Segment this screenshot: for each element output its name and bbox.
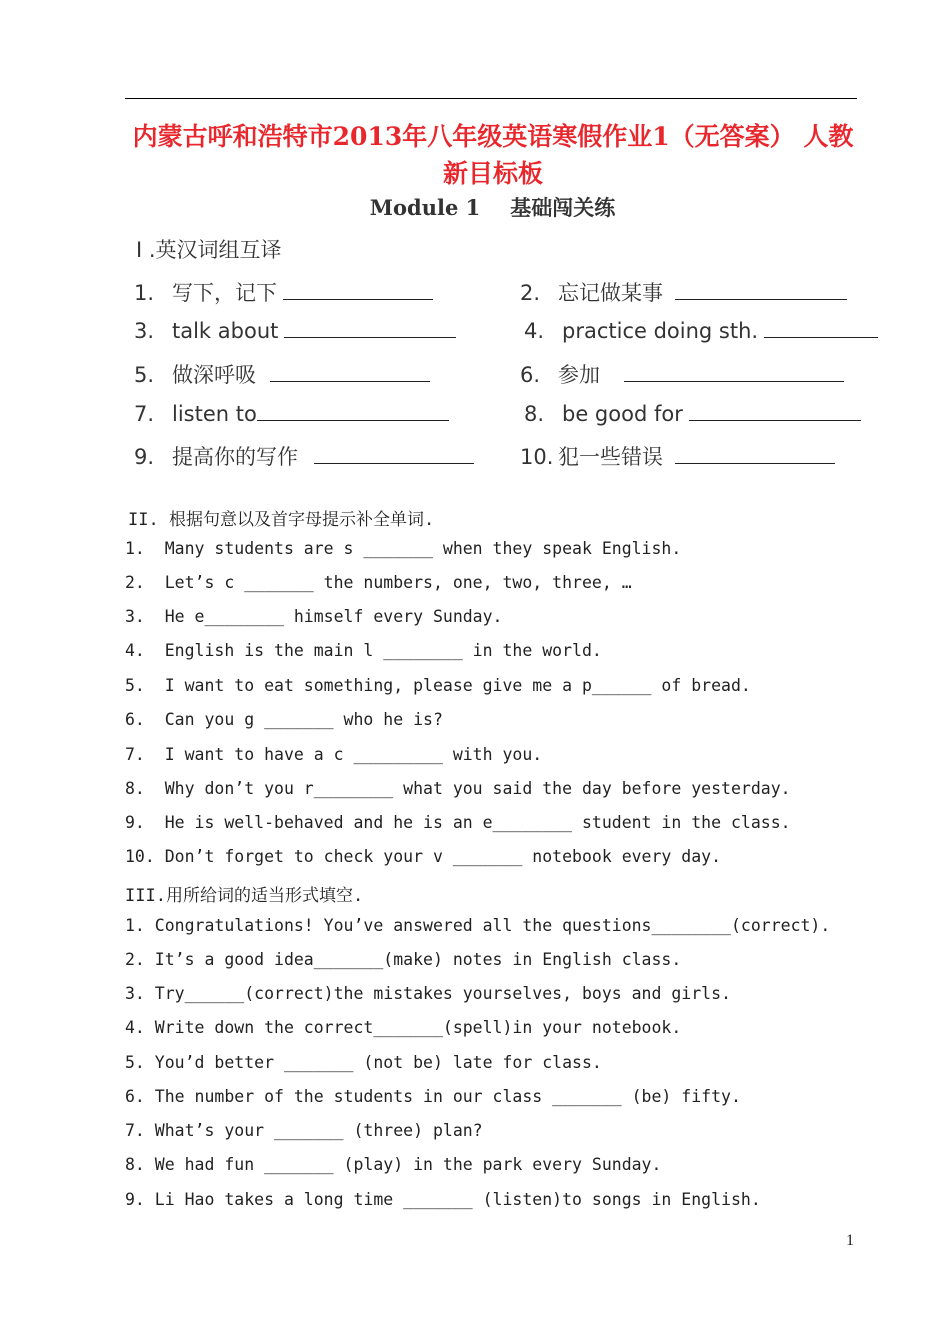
exercise-line: 1. Congratulations! You’ve answered all the questions________(correct). — [125, 916, 831, 935]
answer-blank[interactable] — [624, 361, 844, 382]
answer-blank[interactable] — [283, 279, 433, 300]
exercise-line: 9. Li Hao takes a long time _______ (listen)to songs in English. — [125, 1190, 761, 1209]
answer-blank[interactable] — [764, 317, 878, 338]
exercise-line: 7. What’s your _______ (three) plan? — [125, 1121, 483, 1140]
answer-blank[interactable] — [675, 443, 835, 464]
exercise-line: 9. He is well-behaved and he is an e________ student in the class. — [125, 813, 791, 832]
exercise-line: 2. It’s a good idea_______(make) notes in English class. — [125, 950, 682, 969]
exercise-line: 6. Can you g _______ who he is? — [125, 710, 443, 729]
exercise-line: 2. Let’s c _______ the numbers, one, two, three, … — [125, 573, 632, 592]
exercise-line: 3. He e________ himself every Sunday. — [125, 607, 503, 626]
answer-blank[interactable] — [284, 317, 456, 338]
title-line-2: 新目标板 — [442, 159, 543, 188]
exercise-line: 7. I want to have a c _________ with you. — [125, 745, 543, 764]
exercise-line: 4. English is the main l ________ in the world. — [125, 641, 602, 660]
phrase-item: 3. talk about — [134, 317, 456, 343]
exercise-line: 3. Try______(correct)the mistakes yourselves, boys and girls. — [125, 984, 731, 1003]
exercise-line: 6. The number of the students in our class _______ (be) fifty. — [125, 1087, 741, 1106]
exercise-line: 8. Why don’t you r________ what you said the day before yesterday. — [125, 779, 791, 798]
exercise-line: 10. Don’t forget to check your v _______ notebook every day. — [125, 847, 722, 866]
exercise-line: 4. Write down the correct_______(spell)in your notebook. — [125, 1018, 682, 1037]
answer-blank[interactable] — [675, 279, 847, 300]
section3-heading: III.用所给词的适当形式填空. — [125, 886, 364, 906]
phrase-item: 2. 忘记做某事 — [520, 277, 847, 307]
section2-heading: II. 根据句意以及首字母提示补全单词. — [128, 510, 435, 530]
phrase-item: 5. 做深呼吸 — [134, 359, 430, 389]
phrase-item: 6. 参加 — [520, 359, 844, 389]
answer-blank[interactable] — [314, 443, 474, 464]
exercise-line: 5. You’d better _______ (not be) late for class. — [125, 1053, 602, 1072]
page-number: 1 — [846, 1232, 854, 1249]
module-heading — [0, 192, 950, 222]
header-rule — [125, 98, 857, 99]
exercise-line: 8. We had fun _______ (play) in the park every Sunday. — [125, 1155, 662, 1174]
module-name: Module 1 — [369, 195, 481, 220]
module-subtitle: 基础闯关练 — [510, 195, 616, 220]
phrase-item: 10. 犯一些错误 — [520, 441, 835, 471]
section1-heading: I .英汉词组互译 — [136, 238, 282, 262]
phrase-item: 4. practice doing sth. — [524, 317, 878, 343]
document-title — [118, 118, 868, 192]
answer-blank[interactable] — [270, 361, 430, 382]
phrase-item: 1. 写下，记下 — [134, 277, 433, 307]
phrase-item: 9. 提高你的写作 — [134, 441, 474, 471]
exercise-line: 5. I want to eat something, please give me a p______ of bread. — [125, 676, 751, 695]
exercise-line: 1. Many students are s _______ when they speak English. — [125, 539, 682, 558]
phrase-item: 8. be good for — [524, 400, 861, 426]
phrase-item: 7. listen to — [134, 400, 449, 426]
title-line-1: 内蒙古呼和浩特市2013年八年级英语寒假作业1（无答案） 人教 — [132, 122, 854, 151]
answer-blank[interactable] — [689, 400, 861, 421]
answer-blank[interactable] — [257, 400, 449, 421]
